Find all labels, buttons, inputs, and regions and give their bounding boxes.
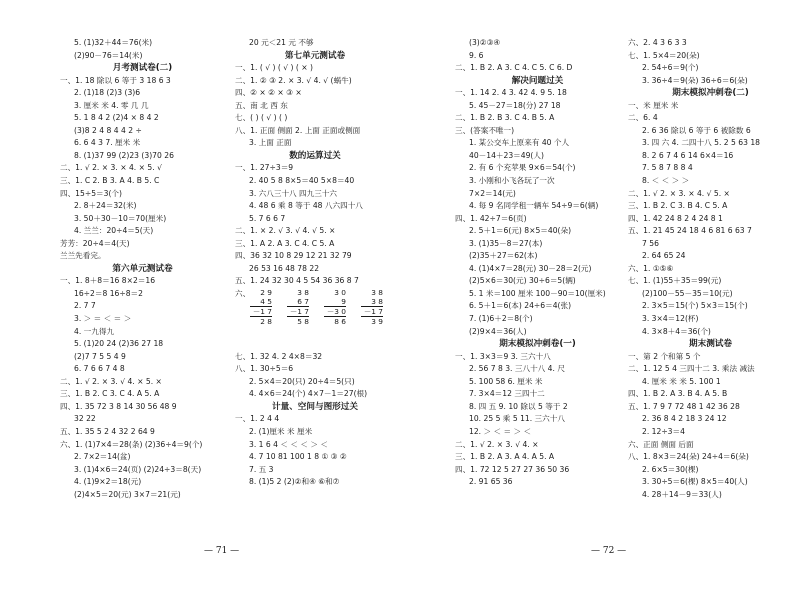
answer-line: 12. ＞ ＜ ＝ ＞ ＜ [469,426,532,436]
vertical-calculation-row: 8 6 [334,317,346,326]
answer-line: 一、1. 18 除以 6 等于 3 18 6 3 [60,75,171,85]
vertical-calculation-row: 9 [324,297,346,307]
answer-line: (2)90－76＝14(米) [74,50,143,60]
answer-line: 7. 五 3 [249,464,274,474]
answer-line: (2)35＋27＝62(本) [469,251,538,261]
answer-line: 16÷2＝8 16÷8＝2 [74,288,143,298]
answer-line: 3. 36÷4＝9(朵) 36÷6＝6(朵) [642,75,748,85]
answer-line: 兰兰先看完。 [60,251,106,261]
vertical-calculation [287,288,309,326]
answer-line: 2. 12÷3＝4 [642,426,685,436]
answer-line: 4. 兰兰：20÷4＝5(天) [74,226,154,236]
answer-line: 一、1. 27÷3＝9 [235,163,294,173]
answer-line: 2. 91 65 36 [469,477,513,487]
answer-line: 一、1. 3×3＝9 3. 三六十八 [455,351,551,361]
section-heading: 数的运算过关 [289,150,341,161]
answer-line: 2. 56 7 8 3. 三八十八 4. 尺 [469,364,565,374]
section-heading: 解决问题过关 [511,75,564,86]
answer-line: 3. ＞ ＝ ＜ ＝ ＞ [74,314,132,324]
answer-line: 6. 5＋1＝6(本) 24÷6＝4(张) [469,301,572,311]
answer-line: 6. 7 6 6 7 4 8 [74,364,125,374]
left-page-column-1 [60,37,225,501]
answer-line: 6. 6 4 3 7. 厘米 米 [74,138,141,148]
answer-line: 2. 7×2＝14(盆) [74,452,131,462]
answer-line: (3)②③④ [469,38,501,47]
answer-line: (2)4×5＝20(元) 3×7＝21(元) [74,489,181,499]
answer-line: 5. 100 58 6. 厘米 米 [469,376,543,386]
answer-line: 3. 小刚和小飞各玩了一次 [469,176,555,186]
answer-line: 七、( ) ( √ ) ( ) [235,113,288,123]
answer-line: 七、1. 5×4＝20(朵) [628,50,700,60]
answer-line: 3. 六八三十八 四九三十六 [249,188,338,198]
answer-line: 4. (1)4×7＝28(元) 30－28＝2(元) [469,263,592,273]
answer-line: 2. 7 7 [74,301,96,311]
answer-line: 3. (1)35－8＝27(本) [469,238,543,248]
answer-line: 5. (1)32＋44＝76(米) [74,38,153,47]
answer-line: 4. 3×8＋4＝36(个) [642,326,711,336]
answer-line: 7. 3×4＝12 三四十二 [469,389,545,399]
answer-line: 4. 每 9 名同学租一辆车 54÷9＝6(辆) [469,201,599,211]
answer-line: 一、米 厘米 米 [628,100,679,110]
vertical-calculation [361,288,383,326]
vertical-calculation-row: 3 0 [334,288,346,297]
answer-line: 五、1. 21 45 24 18 4 6 81 6 63 7 [628,226,752,236]
answer-line: 二、1. √ 2. × 3. × 4. √ 5. × [628,188,730,198]
answer-line: 8. 2 6 7 4 6 14 6×4＝16 [642,150,734,160]
section-heading: 第六单元测试卷 [112,263,173,274]
right-page-column-2 [628,37,793,501]
page-number-right: — 72 — [591,546,627,556]
answer-line: 3. 50＋30－10＝70(厘米) [74,213,167,223]
section-heading: 期末测试卷 [689,339,732,350]
answer-line: 一、1. 8＋8＝16 8×2＝16 [60,276,156,286]
vertical-calculation-row: 4 5 [250,297,272,307]
answer-line: 二、1. √ 2. × 3. √ 4. × [455,439,539,449]
answer-line: 3. (1)4×6＝24(页) (2)24÷3＝8(天) [74,464,202,474]
answer-line: 一、第 2 个和第 5 个 [628,351,701,361]
vertical-calculation-row: 3 8 [361,297,383,307]
answer-line: 32 22 [74,414,96,424]
answer-line: 二、1. B 2. A 3. C 4. C 5. C 6. D [455,63,573,73]
answer-line: 10. 25 5 乘 5 11. 三六十八 [469,414,565,424]
answer-line: 4. (1)9×2＝18(元) [74,477,142,487]
answer-line: 六、1. ①⑤⑥ [628,263,674,273]
answer-line: 四、② × ② × ③ × [235,88,302,98]
section-heading: 第七单元测试卷 [284,50,346,61]
answer-line: 五、1. 35 5 2 4 32 2 64 9 [60,426,155,436]
vertical-calculation-row: －1 7 [250,307,272,317]
answer-line: 六、2. 4 3 6 3 3 [628,38,687,47]
answer-line: 8. (1)5 2 (2)②和④ ⑥和⑦ [249,477,340,487]
answer-line: 4. 4×6＝24(个) 4×7－1＝27(根) [249,389,368,399]
answer-line: 3. 30÷5＝6(棵) 8×5＝40(人) [642,477,748,487]
answer-line: 20 元＜21 元 不够 [249,38,314,47]
answer-line: 2. 6×5＝30(棵) [642,464,699,474]
section-heading: 期末模拟冲刺卷(二) [672,88,749,99]
answer-line: 三、1. B 2. C 3. B 4. C 5. A [628,201,728,211]
answer-line: 2. 54÷6＝9(个) [642,63,699,73]
answer-line: 9. 6 [469,50,484,60]
answer-line: 2. (1)厘米 米 厘米 [249,426,313,436]
answer-line: 3. 四 六 4. 二四十八 5. 2 5 63 18 [642,138,761,148]
answer-line: 二、1. 12 5 4 三四十二 3. 乘法 减法 [628,364,755,374]
answer-line: 2. (1)18 (2)3 (3)6 [74,88,141,98]
answer-line: 八、1. 30÷5＝6 [235,364,294,374]
vertical-calculation-row: 3 8 [297,288,309,297]
vertical-calculation-row: 3 9 [371,317,383,326]
answer-line: 7. (1)6＋2＝8(个) [469,314,533,324]
answer-line: 5. 1 8 4 2 (2)4 × 8 4 2 [74,113,159,123]
answer-line: 一、1. 2 4 4 [235,414,280,424]
answer-line: 五、1. 24 32 30 4 5 54 36 36 8 7 [235,276,359,286]
answer-line: 40－14＋23＝49(人) [469,150,544,160]
right-page-column-1 [455,37,620,489]
vertical-calculation-row: 2 9 [260,288,272,297]
section-heading: 计量、空间与图形过关 [272,401,358,412]
answer-line: 7×2＝14(元) [469,188,516,198]
answer-line: 2. 40 5 8 8×5＝40 5×8＝40 [249,176,355,186]
answer-line: 四、1. 72 12 5 27 27 36 50 36 [455,464,570,474]
answer-line: 三、1. A 2. A 3. C 4. C 5. A [235,238,335,248]
answer-line: 3. 1 6 4 ＜ ＜ ＜ ＞ ＜ [249,439,329,449]
answer-line: 5. 1 米＝100 厘米 100－90＝10(厘米) [469,288,606,298]
answer-line: (2)9×4＝36(人) [469,326,527,336]
answer-line: 一、1. 14 2. 4 3. 42 4. 9 5. 18 [455,88,567,98]
answer-line: 四、1. B 2. A 3. B 4. A 5. B [628,389,728,399]
answer-line [235,338,395,351]
vertical-calculation-row: 5 8 [297,317,309,326]
answer-line: 2. 5×4＝20(只) 20÷4＝5(只) [249,376,355,386]
vertical-calculation-row: 2 8 [260,317,272,326]
answer-line: 六、1. (1)7×4＝28(条) (2)36÷4＝9(个) [60,439,203,449]
answer-line: 五、南 北 西 东 [235,100,288,110]
vertical-calculation [250,288,272,326]
vertical-calculation-row: －3 0 [324,307,346,317]
answer-line: 八、1. 正面 侧面 2. 上面 正面或侧面 [235,125,361,135]
answer-line: 五、1. 7 9 7 72 48 1 42 36 28 [628,401,740,411]
answer-line: 4. 7 10 81 100 1 8 ① ③ ② [249,452,347,462]
section-heading: 月考测试卷(二) [112,63,173,74]
answer-line: 三、1. C 2. B 3. A 4. B 5. C [60,176,160,186]
answer-line: 8. ＜ ＜ ＞ ＞ [642,176,690,186]
answer-line: 4. 28＋14－9＝33(人) [642,489,722,499]
answer-line: 2. 3×5＝15(个) 5×3＝15(个) [642,301,748,311]
answer-line [235,326,395,339]
answer-line: (2)5×6＝30(元) 30÷6＝5(辆) [469,276,576,286]
answer-line: 二、1. ② ③ 2. × 3. √ 4. √ (蜗牛) [235,75,352,85]
answer-line: 4. 48 6 乘 8 等于 48 八六四十八 [249,201,363,211]
answer-line: 3. 3×4＝12(杯) [642,314,699,324]
answer-line: 4. 一九得九 [74,326,115,336]
answer-line: 三、1. B 2. C 3. C 4. A 5. A [60,389,160,399]
answer-line: 六、 [235,288,251,298]
answer-line: (2)7 7 5 5 4 9 [74,351,126,361]
answer-line: 四、1. 35 72 3 8 14 30 56 48 9 [60,401,177,411]
answer-line: 4. 厘米 米 米 5. 100 1 [642,376,721,386]
answer-line: 二、1. √ 2. × 3. × 4. × 5. √ [60,163,162,173]
answer-line: 1. 某公交车上原来有 40 个人 [469,138,570,148]
answer-line: 26 53 16 48 78 22 [249,263,320,273]
answer-line: 5. (1)20 24 (2)36 27 18 [74,339,164,349]
answer-line: 七、1. 32 4. 2 4×8＝32 [235,351,323,361]
page-number-left: — 71 — [204,546,240,556]
answer-line: 六、正面 侧面 后面 [628,439,694,449]
vertical-calculation [324,288,346,326]
answer-line: 2. 8＋24＝32(米) [74,201,137,211]
answer-line: 四、36 32 10 8 29 12 21 32 79 [235,251,352,261]
answer-line: 一、1. ( √ ) ( √ ) ( × ) [235,63,313,73]
section-heading: 期末模拟冲刺卷(一) [499,339,576,350]
answer-line: 四、1. 42÷7＝6(页) [455,213,527,223]
vertical-calculation-row: 6 7 [287,297,309,307]
answer-line: 二、1. B 2. B 3. C 4. B 5. A [455,113,555,123]
answer-line: 八、1. 8×3＝24(朵) 24÷4＝6(朵) [628,452,749,462]
answer-line: 5. 45－27＝18(分) 27 18 [469,100,561,110]
answer-line: 2. 36 8 4 2 18 3 24 12 [642,414,727,424]
left-page-column-2 [235,37,395,489]
answer-line: 2. 64 65 24 [642,251,686,261]
answer-line: 二、1. × 2. √ 3. √ 4. √ 5. × [235,226,336,236]
vertical-calculation-row: 3 8 [371,288,383,297]
answer-line: 四、15÷5＝3(个) [60,188,122,198]
answer-line: 8. (1)37 99 (2)23 (3)70 26 [74,150,174,160]
answer-line: 2. 有 6 个充苹果 9×6＝54(个) [469,163,576,173]
answer-line: 2. 6 36 除以 6 等于 6 被除数 6 [642,125,751,135]
answer-line: 三、1. B 2. A 3. A 4. A 5. A [455,452,555,462]
answer-line: 四、1. 42 24 8 2 4 24 8 1 [628,213,723,223]
answer-line: 七、1. (1)55＋35＝99(元) [628,276,722,286]
vertical-calculation-row: －1 7 [287,307,309,317]
answer-line: 7. 5 8 7 8 8 4 [642,163,693,173]
answer-line: (3)8 2 4 8 4 4 2 ÷ [74,125,142,135]
answer-line: 3. 厘米 米 4. 零 几 几 [74,100,149,110]
answer-line: 二、6. 4 [628,113,658,123]
vertical-calculation-row: －1 7 [361,307,383,317]
answer-line: 2. 5＋1＝6(元) 8×5＝40(朵) [469,226,572,236]
answer-line: 3. 上面 正面 [249,138,292,148]
answer-line: (2)100－55－35＝10(元) [642,288,733,298]
answer-line: 二、1. √ 2. × 3. √ 4. × 5. × [60,376,162,386]
answer-line: 三、(答案不唯一) [455,125,515,135]
answer-line: 8. 四 五 9. 10 除以 5 等于 2 [469,401,568,411]
answer-line: 7 56 [642,238,659,248]
answer-line: 5. 7 6 6 7 [249,213,286,223]
answer-line: 芳芳：20÷4＝4(天) [60,238,130,248]
